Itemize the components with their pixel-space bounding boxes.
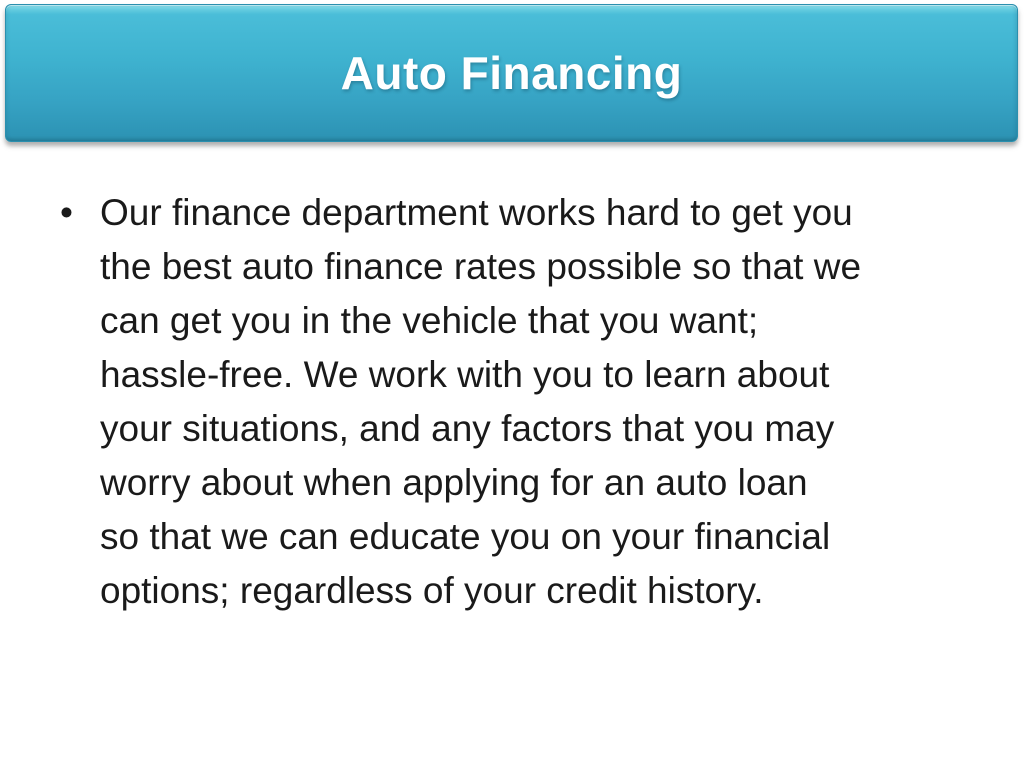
title-banner [5,4,1018,142]
bullet-marker: • [60,192,73,233]
bullet-text-line: hassle-free. We work with you to learn about [100,354,830,395]
bullet-text-line: the best auto finance rates possible so that we [100,246,862,287]
bullet-text-line: options; regardless of your credit history. [100,570,764,611]
bullet-text [100,186,984,618]
slide-body [0,186,1024,618]
bullet-text-line: Our finance department works hard to get you [100,192,853,233]
slide-title: Auto Financing [340,47,683,99]
bullet-text-line: your situations, and any factors that you may [100,408,835,449]
bullet-text-line: worry about when applying for an auto loan [100,462,808,503]
bullet-text-line: so that we can educate you on your financial [100,516,831,557]
bullet-text-line: can get you in the vehicle that you want; [100,300,759,341]
bullet-item [0,186,1024,618]
